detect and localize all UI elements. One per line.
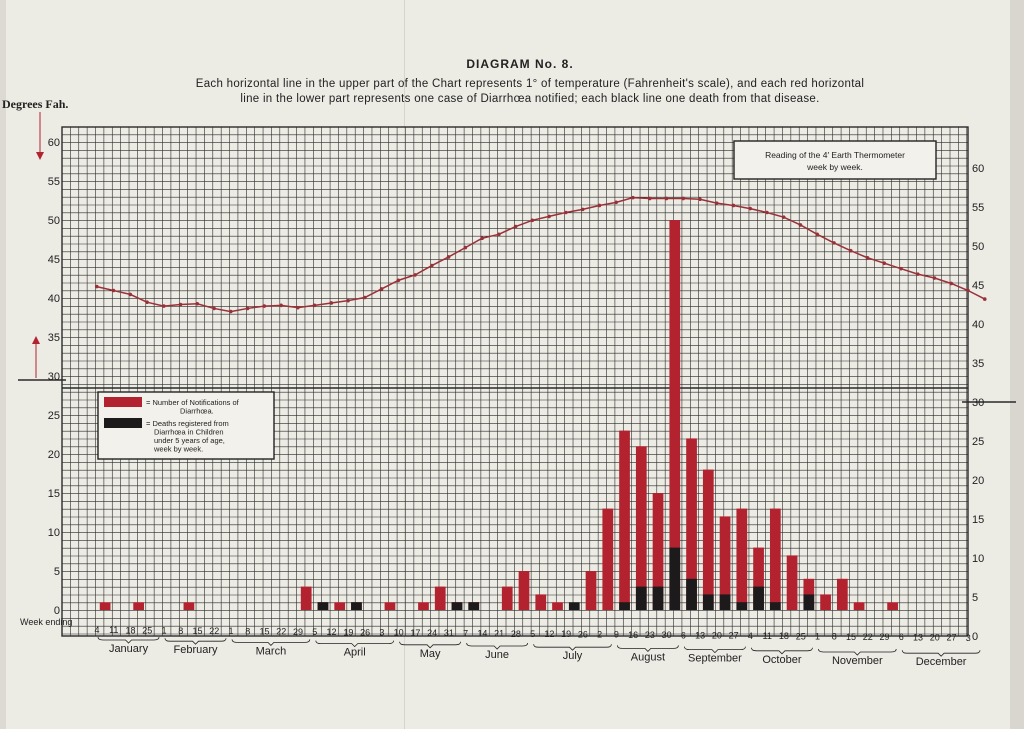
death-bar	[452, 602, 463, 610]
notification-bar	[385, 602, 396, 610]
notification-bar	[770, 509, 781, 610]
legend-notifications-text: Diarrhœa.	[180, 406, 214, 416]
temperature-point	[665, 197, 669, 201]
week-date-label: 4	[94, 625, 100, 635]
right-tick-label: 10	[972, 553, 985, 565]
month-label: March	[255, 645, 287, 658]
week-date-label: 3	[379, 627, 385, 638]
right-tick-label: 15	[972, 514, 985, 526]
death-bar	[686, 579, 697, 610]
temperature-point	[397, 279, 401, 283]
temperature-point	[179, 303, 183, 307]
right-tick-label: 55	[972, 202, 985, 214]
week-ending-label: Week ending	[20, 617, 73, 627]
temperature-point	[916, 272, 920, 276]
temperature-point	[480, 236, 484, 240]
temperature-point	[799, 223, 803, 227]
month-label: April	[343, 646, 366, 659]
left-tick-label: 45	[47, 254, 60, 266]
month-label: October	[762, 653, 802, 666]
notification-bar	[418, 602, 429, 610]
notification-bar	[837, 579, 848, 610]
temperature-point	[531, 219, 535, 223]
temperature-point	[195, 302, 199, 306]
temperature-point	[330, 301, 334, 305]
right-tick-label: 25	[972, 436, 985, 448]
week-date-label: 28	[510, 628, 521, 639]
week-date-label: 16	[628, 629, 639, 640]
chart-title: DIAGRAM No. 8.	[466, 57, 574, 71]
week-date-label: 13	[695, 630, 706, 641]
temperature-point	[866, 256, 870, 260]
death-bar	[351, 602, 362, 610]
death-bar	[653, 587, 664, 610]
temperature-point	[447, 255, 451, 259]
temperature-point	[983, 297, 987, 301]
legend-deaths-text: under 5 years of age,	[154, 436, 225, 445]
temperature-point	[363, 296, 367, 300]
right-tick-label: 40	[972, 319, 985, 331]
temperature-point	[229, 310, 233, 314]
week-date-label: 27	[946, 632, 957, 643]
notification-bar	[602, 509, 613, 610]
notification-bar	[535, 594, 546, 610]
temperature-point	[128, 293, 132, 297]
up-arrow-head-icon	[32, 336, 40, 344]
left-tick-label: 35	[47, 332, 60, 344]
down-arrow-head-icon	[36, 152, 44, 160]
week-date-label: 31	[443, 628, 454, 639]
temperature-point	[296, 306, 300, 310]
week-date-label: 8	[831, 631, 837, 642]
temperature-point	[815, 233, 819, 237]
thermometer-box-text: week by week.	[807, 162, 863, 172]
left-tick-label: 50	[47, 215, 60, 227]
right-tick-label: 45	[972, 280, 985, 292]
notification-bar	[301, 587, 312, 610]
temperature-point	[832, 241, 836, 245]
temperature-point	[581, 208, 585, 212]
week-date-label: 25	[142, 625, 153, 636]
death-bar	[569, 602, 580, 610]
notification-bar	[703, 470, 714, 610]
left-tick-label: 25	[47, 410, 60, 422]
notification-bar	[887, 602, 898, 610]
death-bar	[703, 594, 714, 610]
month-label: May	[419, 647, 441, 660]
temperature-point	[765, 211, 769, 215]
right-tick-labels	[972, 163, 984, 643]
week-date-label: 18	[125, 625, 136, 636]
week-date-label: 1	[161, 625, 167, 636]
legend-deaths-text: = Deaths registered from	[146, 419, 229, 428]
month-label: July	[562, 650, 583, 663]
week-date-label: 12	[326, 627, 337, 638]
temperature-point	[313, 304, 317, 308]
temperature-point	[933, 276, 937, 280]
notification-bar	[334, 602, 345, 610]
temperature-point	[112, 289, 116, 293]
temperature-point	[380, 287, 384, 291]
week-date-label: 25	[795, 631, 806, 642]
week-date-label: 3	[965, 632, 971, 643]
legend-deaths-swatch	[104, 418, 142, 428]
death-bar	[669, 548, 680, 610]
week-date-label: 6	[680, 630, 686, 641]
notification-bar	[820, 594, 831, 610]
temperature-point	[899, 267, 903, 271]
left-tick-label: 20	[47, 449, 60, 461]
right-tick-label: 50	[972, 241, 985, 253]
temperature-point	[648, 197, 652, 201]
temperature-line	[97, 198, 985, 312]
death-bar	[736, 602, 747, 610]
week-date-label: 1	[814, 631, 820, 642]
right-tick-label: 30	[972, 397, 985, 409]
notification-bar	[619, 431, 630, 610]
week-date-label: 15	[192, 625, 203, 636]
week-date-label: 26	[360, 627, 371, 638]
week-date-label: 30	[661, 630, 672, 641]
week-date-label: 20	[711, 630, 722, 641]
notification-bar	[502, 587, 513, 610]
week-date-label: 26	[577, 629, 588, 640]
week-date-label: 12	[544, 629, 555, 640]
right-tick-label: 20	[972, 475, 985, 487]
left-tick-label: 55	[47, 176, 60, 188]
week-date-label: 1	[228, 626, 234, 637]
temperature-point	[698, 197, 702, 201]
notification-bar	[586, 571, 597, 610]
temperature-point	[212, 307, 216, 311]
legend-deaths-text: week by week.	[154, 444, 204, 454]
temperature-point	[413, 273, 417, 277]
left-tick-label: 10	[47, 527, 60, 539]
right-tick-label: 35	[972, 358, 985, 370]
month-label: November	[831, 655, 883, 667]
death-bar	[636, 587, 647, 610]
temperature-point	[246, 307, 250, 311]
week-date-label: 13	[912, 632, 923, 643]
death-bar	[619, 602, 630, 610]
temperature-point	[681, 197, 685, 201]
week-date-label: 8	[178, 625, 184, 636]
week-date-label: 20	[929, 632, 940, 643]
notification-bar	[736, 509, 747, 610]
left-tick-label: 0	[53, 605, 60, 617]
legend-notifications-swatch	[104, 397, 142, 407]
temperature-point	[279, 304, 283, 308]
temperature-point	[782, 215, 786, 219]
month-label: September	[688, 652, 742, 665]
week-date-label: 29	[879, 632, 890, 643]
death-bar	[468, 602, 479, 610]
notification-bar	[854, 602, 865, 610]
notification-bar	[552, 602, 563, 610]
month-label: December	[915, 656, 967, 669]
degrees-label: Degrees Fah.	[2, 97, 69, 111]
left-tick-label: 30	[47, 371, 60, 383]
death-bar	[720, 594, 731, 610]
week-date-label: 17	[410, 627, 421, 638]
death-bar	[803, 594, 814, 610]
temperature-point	[598, 204, 602, 208]
temperature-point	[497, 233, 501, 237]
notification-bar	[787, 555, 798, 610]
week-date-label: 2	[597, 629, 603, 640]
notification-bar	[636, 446, 647, 610]
week-date-label: 22	[209, 626, 220, 637]
notification-bar	[100, 602, 111, 610]
thermometer-box-frame	[734, 141, 936, 179]
death-bar	[770, 602, 781, 610]
left-tick-labels	[48, 137, 60, 617]
left-tick-label: 5	[53, 566, 60, 578]
week-date-label: 11	[109, 625, 119, 636]
week-date-label: 5	[530, 628, 536, 639]
week-date-label: 19	[343, 627, 354, 638]
thermometer-box	[734, 141, 936, 179]
temperature-point	[145, 300, 149, 304]
month-label: January	[108, 643, 149, 655]
description-line-1: Each horizontal line in the upper part of the Chart represents 1° of temperature (Fahrenheit's scale), and each red horizontal	[195, 78, 865, 90]
legend	[98, 392, 274, 459]
temperature-point	[464, 246, 468, 250]
week-date-label: 22	[276, 626, 287, 637]
notification-bar	[519, 571, 530, 610]
notification-bar	[184, 602, 195, 610]
temperature-point	[631, 196, 635, 200]
month-label: August	[630, 651, 666, 664]
temperature-point	[263, 304, 267, 308]
week-date-label: 7	[463, 628, 469, 639]
week-date-label: 15	[845, 631, 856, 642]
week-date-label: 10	[393, 627, 404, 638]
week-date-label: 8	[245, 626, 251, 637]
left-tick-label: 15	[47, 488, 60, 500]
death-bar	[753, 587, 764, 610]
temperature-point	[614, 201, 618, 205]
left-tick-label: 60	[47, 137, 60, 149]
week-date-label: 15	[259, 626, 270, 637]
legend-notifications-text: = Number of Notifications of	[146, 398, 239, 407]
temperature-points	[95, 196, 987, 313]
temperature-point	[564, 211, 568, 215]
description-line-2: line in the lower part represents one case of Diarrhœa notified; each black line one death from that disease.	[240, 93, 820, 105]
temperature-point	[949, 282, 953, 286]
right-tick-label: 5	[972, 592, 979, 604]
month-label: February	[173, 644, 218, 657]
month-label: June	[485, 649, 510, 661]
legend-deaths-text: Diarrhœa in Children	[154, 427, 224, 437]
week-date-label: 4	[747, 630, 753, 641]
temperature-point	[547, 215, 551, 219]
temperature-point	[162, 304, 166, 308]
notification-bar	[435, 587, 446, 610]
week-date-label: 27	[728, 630, 739, 641]
temperature-point	[346, 299, 350, 303]
temperature-point	[715, 201, 719, 205]
week-date-label: 24	[427, 628, 438, 638]
week-date-label: 18	[778, 631, 789, 642]
temperature-point	[95, 285, 99, 289]
temperature-point	[430, 264, 434, 268]
right-tick-label: 60	[972, 163, 985, 175]
temperature-point	[748, 207, 752, 211]
week-date-label: 11	[762, 631, 772, 641]
death-bar	[318, 602, 329, 610]
notification-bar	[133, 602, 144, 610]
week-date-label: 23	[644, 629, 655, 640]
week-date-label: 22	[862, 631, 873, 642]
temperature-point	[514, 225, 518, 229]
week-date-label: 29	[293, 626, 304, 637]
right-tick-label: 0	[972, 631, 979, 643]
week-date-label: 19	[561, 629, 572, 640]
week-date-label: 5	[312, 626, 318, 637]
temperature-point	[849, 249, 853, 253]
week-date-label: 21	[494, 628, 505, 639]
temperature-point	[882, 261, 886, 265]
week-date-label: 6	[898, 632, 904, 643]
temperature-point	[732, 204, 736, 208]
thermometer-box-text: Reading of the 4′ Earth Thermometer	[765, 150, 905, 160]
week-date-label: 14	[477, 628, 488, 639]
week-date-label: 9	[613, 629, 619, 640]
temperature-point	[966, 289, 970, 293]
left-tick-label: 40	[47, 293, 60, 305]
